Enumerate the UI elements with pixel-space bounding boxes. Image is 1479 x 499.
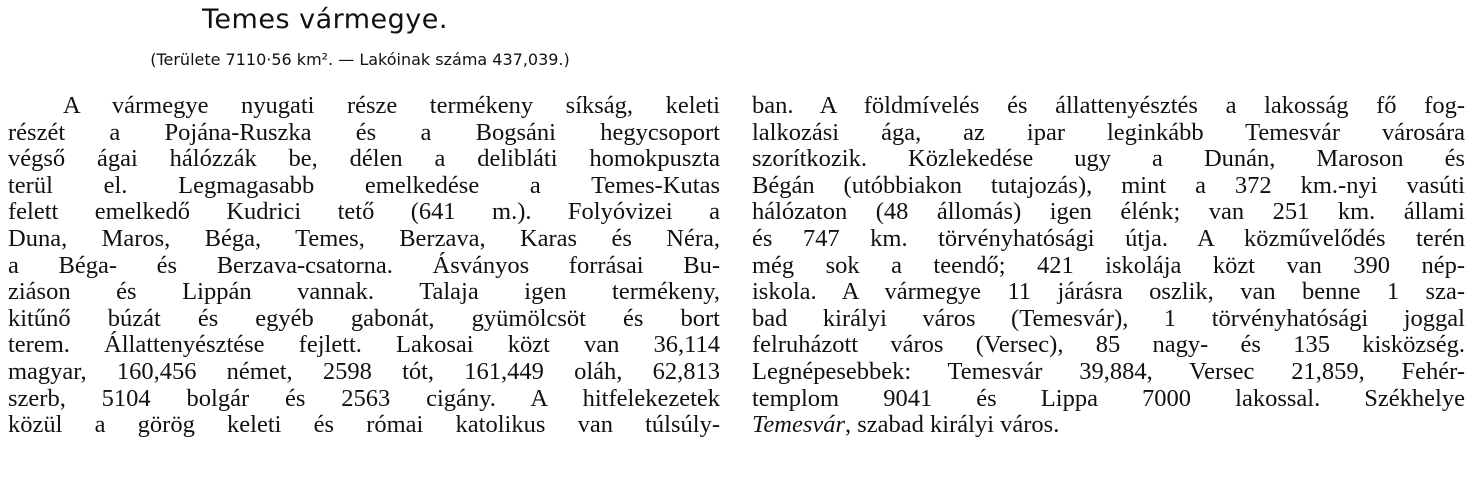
text-line: ban. A földmívelés és állattenyésztés a lakosság fő fog- bbox=[752, 92, 1465, 119]
text-line: szorítkozik. Közlekedése ugy a Dunán, Maroson és bbox=[752, 145, 1465, 173]
text-line: Bégán (utóbbiakon tutajozás), mint a 372 km.-nyi vasúti bbox=[752, 171, 1465, 199]
seat-name-italic: Temesvár bbox=[752, 411, 846, 439]
text-line: A vármegye nyugati része termékeny síkság, keleti bbox=[63, 92, 720, 119]
text-line: templom 9041 és Lippa 7000 lakossal. Székhelye bbox=[752, 384, 1465, 412]
text-line: terem. Állattenyésztése fejlett. Lakosai közt van 36,114 bbox=[8, 331, 720, 359]
text-line: hálózaton (48 állomás) igen élénk; van 251 km. állami bbox=[752, 198, 1465, 226]
text-line: felruházott város (Versec), 85 nagy- és 135 kisközség. bbox=[752, 331, 1465, 359]
text-line: közül a görög keleti és római katolikus van túlsúly- bbox=[8, 411, 720, 439]
text-line: ziáson és Lippán vannak. Talaja igen termékeny, bbox=[8, 278, 720, 306]
final-line-rest: , szabad királyi város. bbox=[845, 411, 1060, 439]
text-line: szerb, 5104 bolgár és 2563 cigány. A hitfelekezetek bbox=[8, 384, 720, 412]
text-line: részét a Pojána-Ruszka és a Bogsáni hegycsoport bbox=[8, 118, 720, 146]
text-line: bad királyi város (Temesvár), 1 törvényhatósági joggal bbox=[752, 304, 1465, 332]
text-line: Duna, Maros, Béga, Temes, Berzava, Karas és Néra, bbox=[8, 224, 720, 252]
left-column bbox=[8, 93, 720, 439]
page-subtitle: (Területe 7110·56 km². — Lakóinak száma 437,039.) bbox=[150, 50, 570, 69]
text-line: a Béga- és Berzava-csatorna. Ásványos forrásai Bu- bbox=[8, 251, 720, 279]
text-line: felett emelkedő Kudrici tető (641 m.). Folyóvizei a bbox=[8, 198, 720, 226]
text-line: kitűnő búzát és egyéb gabonát, gyümölcsöt és bort bbox=[8, 304, 720, 332]
text-line: lalkozási ága, az ipar leginkább Temesvár városára bbox=[752, 118, 1465, 146]
text-line: még sok a teendő; 421 iskolája közt van 390 nép- bbox=[752, 251, 1465, 279]
text-line: és 747 km. törvényhatósági útja. A közművelődés terén bbox=[752, 224, 1465, 252]
right-column bbox=[752, 93, 1465, 439]
text-line: Legnépesebbek: Temesvár 39,884, Versec 21,859, Fehér- bbox=[752, 357, 1465, 385]
text-line: iskola. A vármegye 11 járásra oszlik, van benne 1 sza- bbox=[752, 278, 1465, 306]
text-line: végső ágai hálózzák be, délen a delibláti homokpuszta bbox=[8, 145, 720, 173]
page-title: Temes vármegye. bbox=[202, 4, 448, 35]
text-line: magyar, 160,456 német, 2598 tót, 161,449 oláh, 62,813 bbox=[8, 357, 720, 385]
text-line-final bbox=[752, 412, 1465, 439]
text-line: terül el. Legmagasabb emelkedése a Temes-Kutas bbox=[8, 171, 720, 199]
